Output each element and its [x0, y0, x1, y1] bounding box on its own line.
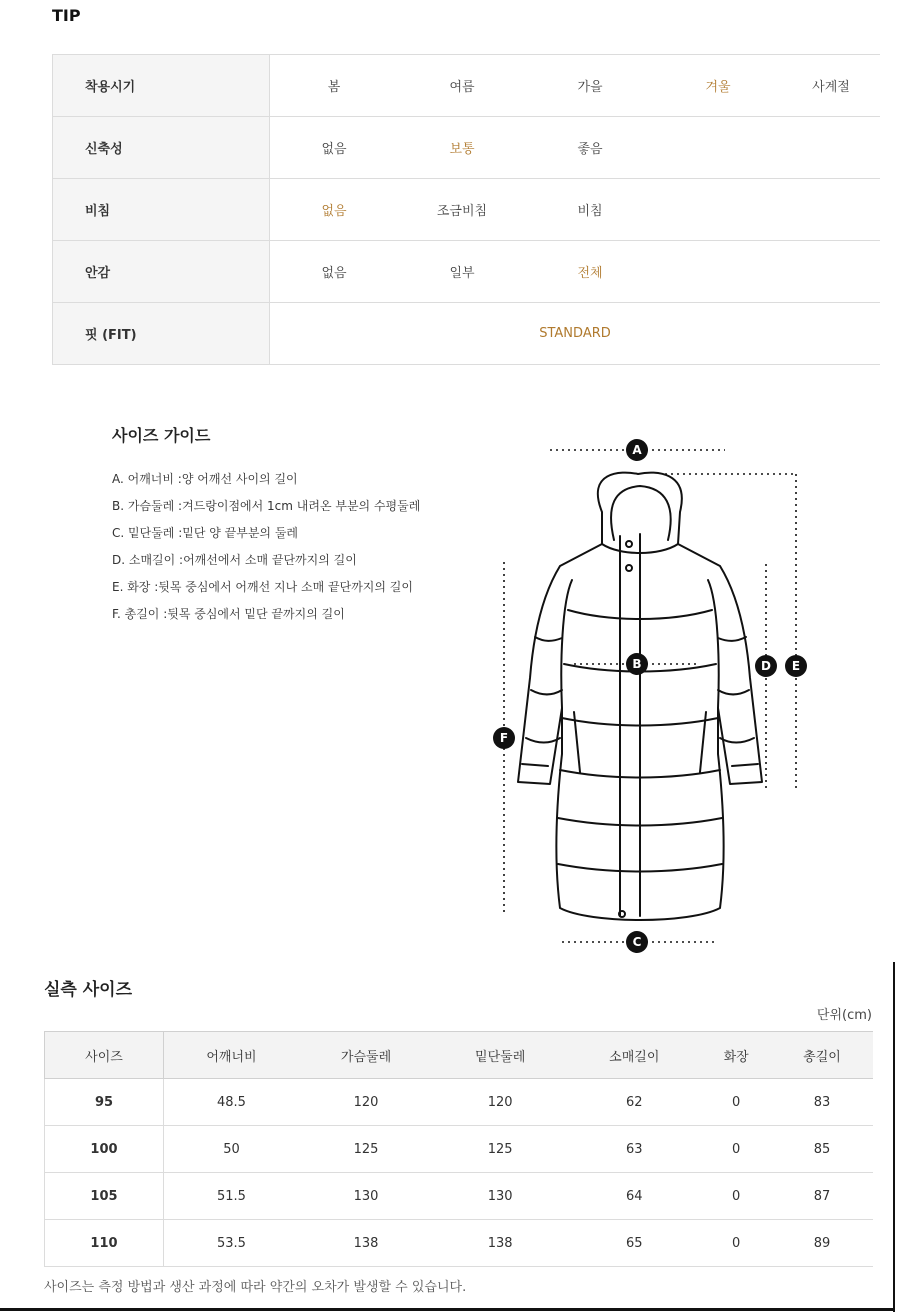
size-guide-list: [112, 468, 420, 630]
table-cell: 130: [299, 1173, 433, 1220]
column-header: 어깨너비: [164, 1032, 299, 1079]
tip-option: 좋음: [526, 117, 654, 179]
tip-row-label: 핏 (FIT): [53, 303, 270, 365]
table-cell: 83: [771, 1079, 873, 1126]
column-header: 소매길이: [567, 1032, 701, 1079]
guide-item: A. 어깨너비 :양 어깨선 사이의 길이: [112, 472, 298, 486]
tip-option: 비침: [526, 179, 654, 241]
size-table-header: [45, 1032, 874, 1079]
tip-option: 여름: [398, 55, 526, 117]
table-cell: 62: [567, 1079, 701, 1126]
table-cell: 64: [567, 1173, 701, 1220]
guide-item: F. 총길이 :뒷목 중심에서 밑단 끝까지의 길이: [112, 607, 345, 621]
tip-row-label: 비침: [53, 179, 270, 241]
tip-row-label: 신축성: [53, 117, 270, 179]
size-cell: 100: [45, 1126, 164, 1173]
tip-option-selected: 보통: [398, 117, 526, 179]
table-row: [45, 1126, 874, 1173]
tip-row-season: [53, 55, 881, 117]
size-table: [44, 1031, 873, 1267]
size-cell: 95: [45, 1079, 164, 1126]
tip-option-empty: [654, 179, 782, 241]
tip-option-empty: [782, 117, 880, 179]
tip-row-label: 착용시기: [53, 55, 270, 117]
table-cell: 63: [567, 1126, 701, 1173]
tip-option-selected: 없음: [270, 179, 399, 241]
table-cell: 125: [433, 1126, 567, 1173]
marker-badges: [493, 439, 807, 953]
tip-row-label: 안감: [53, 241, 270, 303]
table-cell: 138: [433, 1220, 567, 1267]
table-cell: 50: [164, 1126, 299, 1173]
table-cell: 0: [701, 1079, 771, 1126]
size-cell: 110: [45, 1220, 164, 1267]
unit-label: 단위(cm): [816, 1008, 872, 1023]
tip-option: 없음: [270, 241, 399, 303]
table-cell: 65: [567, 1220, 701, 1267]
table-cell: 125: [299, 1126, 433, 1173]
tip-option-empty: [654, 241, 782, 303]
tip-option: 봄: [270, 55, 399, 117]
table-cell: 53.5: [164, 1220, 299, 1267]
tip-option-empty: [782, 179, 880, 241]
tip-option: 일부: [398, 241, 526, 303]
tip-row-fit: [53, 303, 881, 365]
tip-option: 조금비침: [398, 179, 526, 241]
frame-border-bottom: [0, 1308, 895, 1311]
table-cell: 138: [299, 1220, 433, 1267]
table-cell: 120: [299, 1079, 433, 1126]
marker-a-label: A: [632, 443, 642, 457]
tip-option: 사계절: [782, 55, 880, 117]
column-header: 밑단둘레: [433, 1032, 567, 1079]
table-cell: 120: [433, 1079, 567, 1126]
marker-f-label: F: [499, 731, 509, 745]
tip-row-stretch: [53, 117, 881, 179]
marker-b-label: B: [632, 657, 642, 671]
marker-d-label: D: [761, 659, 771, 673]
tip-option: 가을: [526, 55, 654, 117]
tip-option-empty: [654, 117, 782, 179]
table-cell: 87: [771, 1173, 873, 1220]
table-cell: 85: [771, 1126, 873, 1173]
marker-c-label: C: [632, 935, 642, 949]
guide-item: C. 밑단둘레 :밑단 양 끝부분의 둘레: [112, 526, 299, 540]
guide-item: E. 화장 :뒷목 중심에서 어깨선 지나 소매 끝단까지의 길이: [112, 580, 413, 594]
size-cell: 105: [45, 1173, 164, 1220]
table-cell: 0: [701, 1126, 771, 1173]
tip-option-selected: 겨울: [654, 55, 782, 117]
tip-option-empty: [782, 241, 880, 303]
frame-border-right: [893, 962, 895, 1312]
table-cell: 0: [701, 1220, 771, 1267]
tip-row-sheer: [53, 179, 881, 241]
table-row: [45, 1220, 874, 1267]
column-header: 화장: [701, 1032, 771, 1079]
coat-outline-icon: [518, 473, 762, 920]
guide-item: B. 가슴둘레 :겨드랑이점에서 1cm 내려온 부분의 수평둘레: [112, 499, 421, 513]
table-cell: 48.5: [164, 1079, 299, 1126]
tip-fit-value: STANDARD: [270, 303, 881, 365]
tip-row-lining: [53, 241, 881, 303]
marker-e-label: E: [791, 659, 801, 673]
tip-option: 없음: [270, 117, 399, 179]
tip-title: TIP: [52, 6, 81, 25]
table-cell: 0: [701, 1173, 771, 1220]
table-cell: 89: [771, 1220, 873, 1267]
table-row: [45, 1079, 874, 1126]
table-row: [45, 1173, 874, 1220]
size-note: 사이즈는 측정 방법과 생산 과정에 따라 약간의 오차가 발생할 수 있습니다.: [44, 1280, 467, 1295]
size-guide-title: 사이즈 가이드: [112, 426, 211, 445]
table-cell: 51.5: [164, 1173, 299, 1220]
column-header: 가슴둘레: [299, 1032, 433, 1079]
measurement-title: 실측 사이즈: [44, 980, 133, 1000]
guide-item: D. 소매길이 :어깨선에서 소매 끝단까지의 길이: [112, 553, 357, 567]
tip-option-selected: 전체: [526, 241, 654, 303]
table-cell: 130: [433, 1173, 567, 1220]
column-header: 총길이: [771, 1032, 873, 1079]
coat-diagram: [490, 432, 810, 957]
column-header: 사이즈: [45, 1032, 164, 1079]
tip-table: [52, 54, 880, 365]
